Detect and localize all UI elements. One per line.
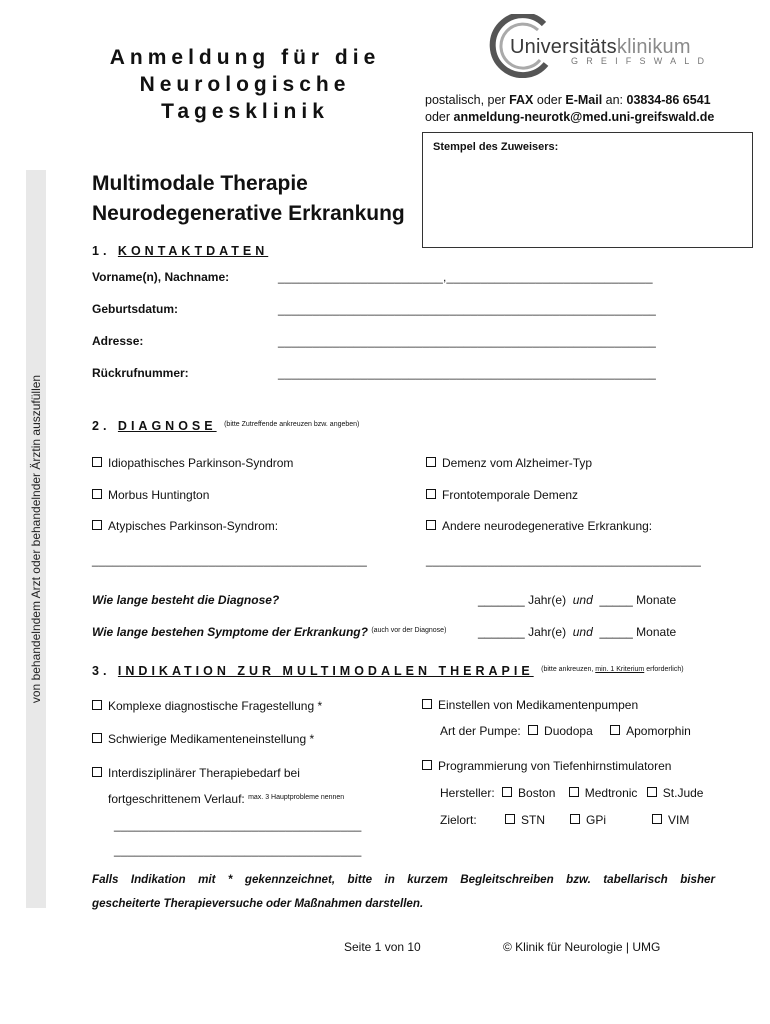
option-other-neurodegenerative[interactable] — [426, 519, 652, 533]
footnote-line-1: Falls Indikation mit * gekennzeichnet, bitte in kurzem Begleitschreiben bzw. tabellarisch bisher — [92, 873, 715, 886]
problem-line-1[interactable]: ____________________________________ — [114, 818, 362, 832]
question-text: Wie lange bestehen Symptome der Erkrankung? — [92, 625, 368, 639]
months-label: Monate — [636, 593, 677, 607]
months-blank[interactable]: _____ — [599, 625, 633, 639]
checkbox-icon[interactable] — [569, 787, 579, 797]
section-title: KONTAKTDATEN — [117, 244, 269, 258]
option-label: Schwierige Medikamenteneinstellung * — [108, 732, 315, 746]
interdisciplinary-continuation — [108, 792, 344, 806]
section-note — [541, 666, 683, 673]
section-title: DIAGNOSE — [117, 419, 217, 433]
checkbox-icon[interactable] — [92, 520, 102, 530]
option-label: fortgeschrittenem Verlauf: — [108, 792, 245, 806]
note-part: (bitte ankreuzen, — [541, 666, 596, 673]
option-note: max. 3 Hauptprobleme nennen — [248, 794, 345, 801]
months-label: Monate — [636, 625, 677, 639]
contact-fax: FAX — [509, 93, 534, 107]
option-interdisciplinary[interactable] — [92, 766, 300, 780]
checkbox-icon[interactable] — [426, 520, 436, 530]
stamp-label: Stempel des Zuweisers: — [433, 141, 559, 153]
option-label: Frontotemporale Demenz — [442, 488, 579, 502]
section-number: 1. — [92, 244, 111, 258]
section-note: (bitte Zutreffende ankreuzen bzw. angeben) — [224, 421, 360, 428]
contact-text: an: — [602, 93, 627, 107]
pump-label: Art der Pumpe: — [440, 724, 521, 738]
title-line-3: Tagesklinik — [161, 100, 329, 123]
problem-line-2[interactable]: ____________________________________ — [114, 843, 362, 857]
checkbox-icon[interactable] — [528, 725, 538, 735]
field-line-birthdate[interactable]: _______________________________________________________ — [278, 302, 657, 316]
option-atypical-parkinson[interactable] — [92, 519, 278, 533]
checkbox-icon[interactable] — [610, 725, 620, 735]
symptom-duration-fields — [478, 625, 676, 639]
target-gpi[interactable] — [570, 813, 606, 827]
footnote-line-2: gescheiterte Therapieversuche oder Maßnahmen darstellen. — [92, 897, 424, 910]
contact-text: postalisch, per — [425, 93, 510, 107]
option-huntington[interactable] — [92, 488, 209, 502]
target-option-label: GPi — [586, 813, 607, 827]
checkbox-icon[interactable] — [92, 489, 102, 499]
form-subtitle — [92, 169, 405, 229]
and-text: und — [572, 593, 593, 607]
section-2-heading — [92, 419, 359, 433]
option-difficult-medication[interactable] — [92, 732, 314, 746]
months-blank[interactable]: _____ — [599, 593, 633, 607]
option-label: Interdisziplinärer Therapiebedarf bei — [108, 766, 300, 780]
logo-city: GREIFSWALD — [571, 56, 713, 66]
checkbox-icon[interactable] — [92, 767, 102, 777]
section-number: 2. — [92, 419, 111, 433]
option-label: Idiopathisches Parkinson-Syndrom — [108, 456, 294, 470]
option-dbs-programming[interactable] — [422, 759, 671, 773]
option-medication-pump[interactable] — [422, 698, 638, 712]
question-diagnosis-duration: Wie lange besteht die Diagnose? — [92, 593, 280, 607]
contact-phone: 03834-86 6541 — [626, 93, 711, 107]
note-part: min. 1 Kriterium — [595, 666, 645, 673]
section-title: INDIKATION ZUR MULTIMODALEN THERAPIE — [117, 664, 534, 678]
manufacturer-stjude: St.Jude — [662, 786, 704, 800]
contact-email-label: E-Mail — [565, 93, 603, 107]
checkbox-icon[interactable] — [426, 489, 436, 499]
question-symptom-duration — [92, 625, 446, 639]
page-number: Seite 1 von 10 — [344, 940, 421, 954]
field-line-name[interactable]: ________________________,______________________________ — [278, 270, 653, 284]
manufacturer-boston: Boston — [518, 786, 556, 800]
option-label: Demenz vom Alzheimer-Typ — [442, 456, 593, 470]
years-label: Jahr(e) — [528, 593, 567, 607]
checkbox-icon[interactable] — [505, 814, 515, 824]
field-label-address: Adresse: — [92, 334, 144, 348]
target-option-label: VIM — [668, 813, 690, 827]
field-line-phone[interactable]: _______________________________________________________ — [278, 366, 657, 380]
section-3-heading — [92, 664, 684, 678]
target-vim[interactable] — [652, 813, 689, 827]
field-line-address[interactable]: _______________________________________________________ — [278, 334, 657, 348]
contact-text: oder — [533, 93, 566, 107]
logo-part-2: klinikum — [616, 36, 691, 58]
manufacturer-label: Hersteller: — [440, 786, 495, 800]
years-label: Jahr(e) — [528, 625, 567, 639]
title-line-1: Anmeldung für die — [109, 46, 381, 69]
title-line-2: Neurologische — [139, 73, 351, 96]
option-label: Programmierung von Tiefenhirnstimulatoren — [438, 759, 672, 773]
checkbox-icon[interactable] — [502, 787, 512, 797]
pump-option-duodopa: Duodopa — [544, 724, 593, 738]
contact-text: oder — [425, 110, 454, 124]
contact-email[interactable]: anmeldung-neurotk@med.uni-greifswald.de — [453, 110, 715, 124]
note-part: erforderlich) — [644, 666, 684, 673]
checkbox-icon[interactable] — [92, 733, 102, 743]
section-1-heading — [92, 244, 268, 258]
years-blank[interactable]: _______ — [478, 625, 525, 639]
option-alzheimer[interactable] — [426, 456, 592, 470]
checkbox-icon[interactable] — [426, 457, 436, 467]
option-complex-diagnostics[interactable] — [92, 699, 322, 713]
option-label: Atypisches Parkinson-Syndrom: — [108, 519, 279, 533]
checkbox-icon[interactable] — [422, 699, 432, 709]
option-label: Einstellen von Medikamentenpumpen — [438, 698, 639, 712]
question-note: (auch vor der Diagnose) — [371, 627, 447, 634]
subtitle-line-2: Neurodegenerative Erkrankung — [92, 202, 405, 225]
checkbox-icon[interactable] — [652, 814, 662, 824]
field-label-birthdate: Geburtsdatum: — [92, 302, 179, 316]
checkbox-icon[interactable] — [92, 457, 102, 467]
contact-info — [425, 92, 714, 126]
option-label: Andere neurodegenerative Erkrankung: — [442, 519, 653, 533]
atypical-detail-line[interactable]: ________________________________________ — [92, 553, 367, 567]
pump-type-row — [440, 724, 691, 738]
manufacturer-medtronic: Medtronic — [584, 786, 638, 800]
diagnosis-duration-fields — [478, 593, 676, 607]
and-text: und — [572, 625, 593, 639]
option-label: Komplexe diagnostische Fragestellung * — [108, 699, 323, 713]
target-stn[interactable] — [505, 813, 545, 827]
target-label: Zielort: — [440, 813, 477, 827]
form-title — [80, 44, 410, 125]
target-option-label: STN — [521, 813, 545, 827]
pump-option-apomorphin: Apomorphin — [626, 724, 691, 738]
section-number: 3. — [92, 664, 111, 678]
logo-part-1: Universitäts — [510, 36, 617, 58]
years-blank[interactable]: _______ — [478, 593, 525, 607]
checkbox-icon[interactable] — [570, 814, 580, 824]
manufacturer-row — [440, 786, 703, 800]
checkbox-icon[interactable] — [647, 787, 657, 797]
field-label-phone: Rückrufnummer: — [92, 366, 189, 380]
subtitle-line-1: Multimodale Therapie — [92, 172, 308, 195]
checkbox-icon[interactable] — [422, 760, 432, 770]
referrer-stamp-box[interactable] — [422, 132, 753, 248]
side-label: von behandelndem Arzt oder behandelnder Ärztin auszufüllen — [29, 374, 43, 704]
other-detail-line[interactable]: ________________________________________ — [426, 553, 701, 567]
field-label-name: Vorname(n), Nachname: — [92, 270, 230, 284]
option-parkinson[interactable] — [92, 456, 293, 470]
option-label: Morbus Huntington — [108, 488, 210, 502]
checkbox-icon[interactable] — [92, 700, 102, 710]
copyright: © Klinik für Neurologie | UMG — [503, 940, 661, 954]
option-frontotemporal[interactable] — [426, 488, 578, 502]
